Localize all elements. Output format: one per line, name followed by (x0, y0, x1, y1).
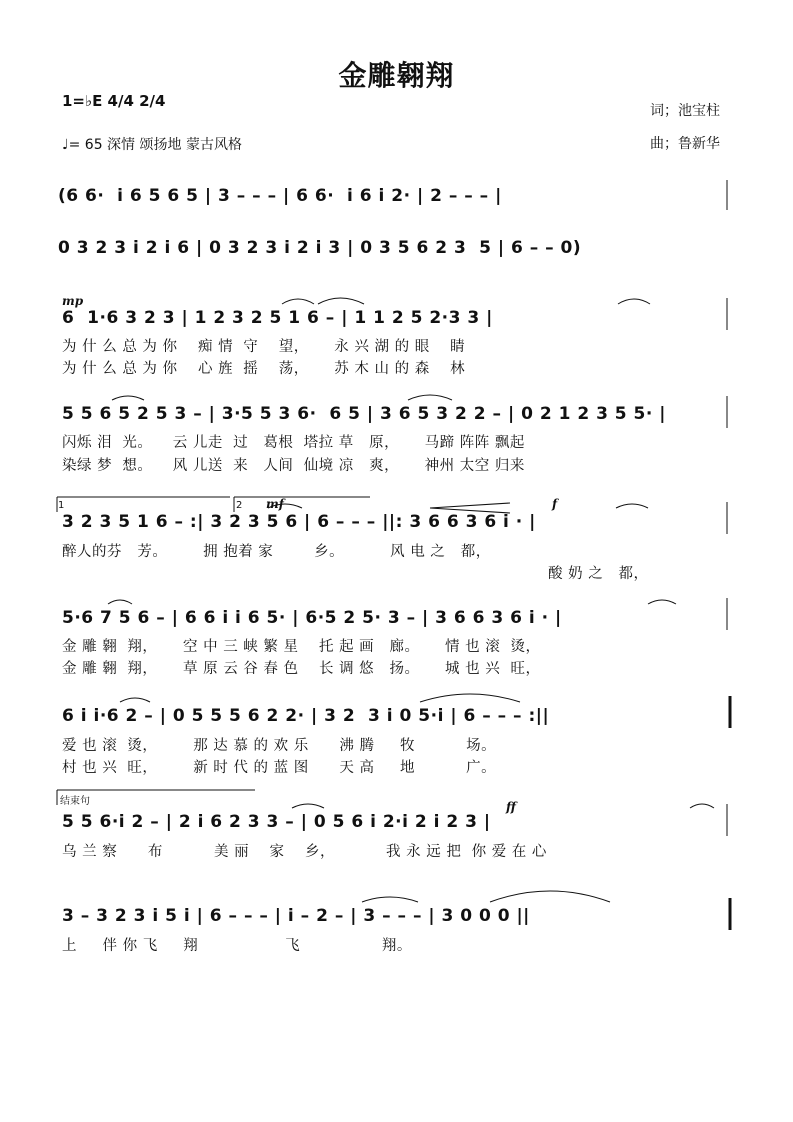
lyric-row-5-verse-1: 醉人的芬 芳。 拥 抱着 家 乡。 风 电 之 都， (62, 544, 491, 560)
hairpin-lower (430, 508, 510, 513)
score-row-7: 6 i i·6 2 – | 0 5 5 5 6 2 2· | 3 2 3 i 0 5·i | 6 – – – :|| (62, 706, 550, 726)
slur (420, 694, 520, 702)
lyric-row-9-verse-1: 上 伴 你 飞 翔 飞 翔。 (62, 938, 412, 954)
slur (282, 299, 314, 304)
slur (268, 504, 302, 508)
score-row-9: 3 – 3 2 3 i 5 i | 6 – – – | i – 2 – | 3 – – – | 3 0 0 0 || (62, 906, 530, 926)
dynamic-mp: mp (62, 294, 84, 308)
lyric-row-8-verse-1: 乌 兰 察 布 美 丽 家 乡， 我 永 远 把 你 爱 在 心 (62, 844, 547, 860)
volta-2-label: 2 (236, 500, 243, 511)
lyricist-credit: 词；池宝柱 (650, 103, 720, 119)
hairpin-upper (430, 503, 510, 508)
lyric-row-3-verse-1: 为 什 么 总 为 你 痴 情 守 望， 永 兴 湖 的 眼 睛 (62, 339, 466, 355)
lyric-row-4-verse-2: 染绿 梦 想。 风 儿送 来 人间 仙境 凉 爽， 神州 太空 归来 (62, 458, 525, 474)
slur (108, 600, 132, 604)
slur (490, 891, 610, 902)
lyric-row-6-verse-1: 金 雕 翱 翔， 空 中 三 峡 繁 星 托 起 画 廊。 情 也 滚 烫， (62, 639, 541, 655)
lyric-row-5-verse-2: 酸 奶 之 都， (548, 566, 649, 582)
dynamic-mf: mf (266, 497, 284, 511)
score-row-3: 6 1·6 3 2 3 | 1 2 3 2 5 1 6 – | 1 1 2 5 2·3 3 | (62, 308, 493, 328)
slur (618, 299, 650, 304)
lyric-row-4-verse-1: 闪烁 泪 光。 云 儿走 过 葛根 塔拉 草 原， 马蹄 阵阵 飘起 (62, 435, 525, 451)
lyric-row-6-verse-2: 金 雕 翱 翔， 草 原 云 谷 春 色 长 调 悠 扬。 城 也 兴 旺， (62, 661, 541, 677)
dynamic-ff: ff (506, 800, 516, 814)
tempo-marking: ♩= 65 深情 颂扬地 蒙古风格 (62, 137, 242, 153)
score-row-5: 3 2 3 5 1 6 – :| 3 2 3 5 6 | 6 – – – ||: 3 6 6 3 6 i · | (62, 512, 536, 532)
key-signature: 1=♭E 4/4 2/4 (62, 92, 166, 110)
score-row-6: 5·6 7 5 6 – | 6 6 i i 6 5· | 6·5 2 5· 3 – | 3 6 6 3 6 i · | (62, 608, 562, 628)
lyric-row-3-verse-2: 为 什 么 总 为 你 心 旌 摇 荡， 苏 木 山 的 森 林 (62, 361, 466, 377)
score-row-1: (6 6· i 6 5 6 5 | 3 – – – | 6 6· i 6 i 2· | 2 – – – | (58, 186, 502, 206)
dynamic-f: f (552, 497, 558, 511)
slur (362, 897, 418, 902)
slur (690, 804, 714, 808)
song-title: 金雕翱翔 (338, 59, 455, 92)
volta-1-label: 1 (58, 500, 65, 511)
slur (318, 298, 364, 304)
score-row-4: 5 5 6 5 2 5 3 – | 3·5 5 3 6· 6 5 | 3 6 5 3 2 2 – | 0 2 1 2 3 5 5· | (62, 404, 666, 424)
composer-credit: 曲；鲁新华 (650, 136, 720, 152)
slur (648, 600, 676, 604)
ending-label: 结束句 (60, 796, 90, 807)
slur (292, 804, 324, 808)
score-row-2: 0 3 2 3 i 2 i 6 | 0 3 2 3 i 2 i 3 | 0 3 5 6 2 3 5 | 6 – – 0) (58, 238, 582, 258)
slur (616, 504, 648, 508)
lyric-row-7-verse-1: 爱 也 滚 烫， 那 达 慕 的 欢 乐 沸 腾 牧 场。 (62, 738, 497, 754)
score-row-8: 5 5 6·i 2 – | 2 i 6 2 3 3 – | 0 5 6 i 2·i 2 i 2 3 | (62, 812, 491, 832)
lyric-row-7-verse-2: 村 也 兴 旺， 新 时 代 的 蓝 图 天 高 地 广。 (62, 760, 497, 776)
slur (112, 396, 144, 400)
slur (120, 698, 150, 702)
slur (408, 395, 452, 400)
